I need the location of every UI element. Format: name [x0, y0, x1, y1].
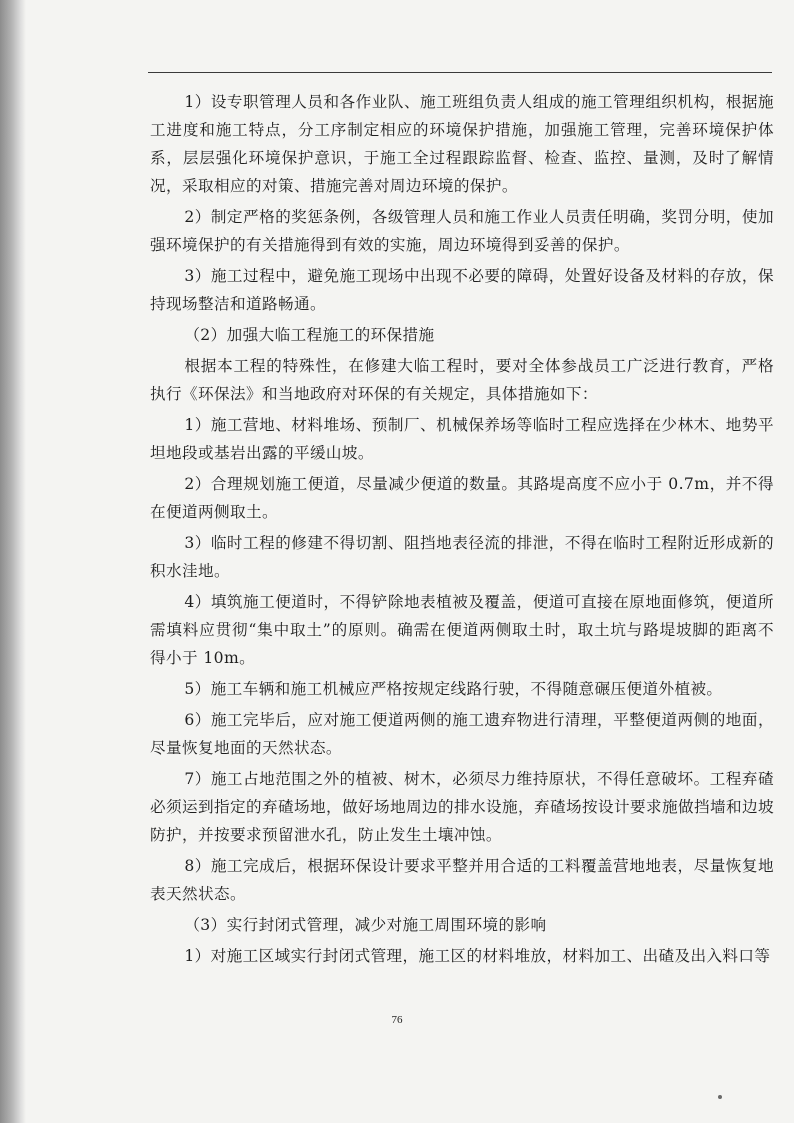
- header-rule: [148, 72, 772, 73]
- paragraph-2: 2）制定严格的奖惩条例，各级管理人员和施工作业人员责任明确，奖罚分明，使加强环境保护的有关措施得到有效的实施，周边环境得到妥善的保护。: [150, 208, 774, 254]
- paragraph-item-7: 7）施工占地范围之外的植被、树木，必须尽力维持原状，不得任意破坏。工程弃碴必须运到指定的弃碴场地，做好场地周边的排水设施，弃碴场按设计要求施做挡墙和边坡防护，并按要求预留泄水孔，防止发生土壤冲蚀。: [150, 770, 774, 844]
- paragraph-item-4: 4）填筑施工便道时，不得铲除地表植被及覆盖，便道可直接在原地面修筑，便道所需填料应贯彻“集中取土”的原则。确需在便道两侧取土时，取土坑与路堤坡脚的距离不得小于 10m。: [150, 593, 774, 667]
- paragraph-item-6: 6）施工完毕后，应对施工便道两侧的施工遗弃物进行清理，平整便道两侧的地面，尽量恢复地面的天然状态。: [150, 711, 774, 757]
- paragraph-item-2: 2）合理规划施工便道，尽量减少便道的数量。其路堤高度不应小于 0.7m，并不得在便道两侧取土。: [150, 475, 774, 521]
- page-number: 76: [391, 1014, 403, 1026]
- paragraph-item-8: 8）施工完成后，根据环保设计要求平整并用合适的工料覆盖营地地表，尽量恢复地表天然状态。: [150, 857, 774, 903]
- paragraph-intro: 根据本工程的特殊性，在修建大临工程时，要对全体参战员工广泛进行教育，严格执行《环保法》和当地政府对环保的有关规定，具体措施如下：: [150, 357, 774, 403]
- paragraph-item-1: 1）施工营地、材料堆场、预制厂、机械保养场等临时工程应选择在少林木、地势平坦地段或基岩出露的平缓山坡。: [150, 416, 774, 462]
- section-heading-2: （2）加强大临工程施工的环保措施: [184, 326, 435, 344]
- paragraph-1: 1）设专职管理人员和各作业队、施工班组负责人组成的施工管理组织机构，根据施工进度和施工特点，分工序制定相应的环境保护措施，加强施工管理，完善环境保护体系，层层强化环境保护意识，于施工全过程跟踪监督、检查、监控、量测，及时了解情况，采取相应的对策、措施完善对周边环境的保护。: [150, 93, 774, 195]
- paragraph-item-5: 5）施工车辆和施工机械应严格按规定线路行驶，不得随意碾压便道外植被。: [184, 680, 723, 698]
- paragraph-item-3: 3）临时工程的修建不得切割、阻挡地表径流的排泄，不得在临时工程附近形成新的积水洼地。: [150, 534, 774, 580]
- section-heading-3: （3）实行封闭式管理，减少对施工周围环境的影响: [184, 916, 547, 934]
- scan-edge-shadow: [0, 0, 26, 1123]
- paragraph-3: 3）施工过程中，避免施工现场中出现不必要的障碍，处置好设备及材料的存放，保持现场整洁和道路畅通。: [150, 267, 774, 313]
- paragraph-last: 1）对施工区域实行封闭式管理，施工区的材料堆放，材料加工、出碴及出入料口等: [184, 947, 771, 965]
- document-body: [150, 88, 774, 970]
- scan-speck: [718, 1095, 722, 1099]
